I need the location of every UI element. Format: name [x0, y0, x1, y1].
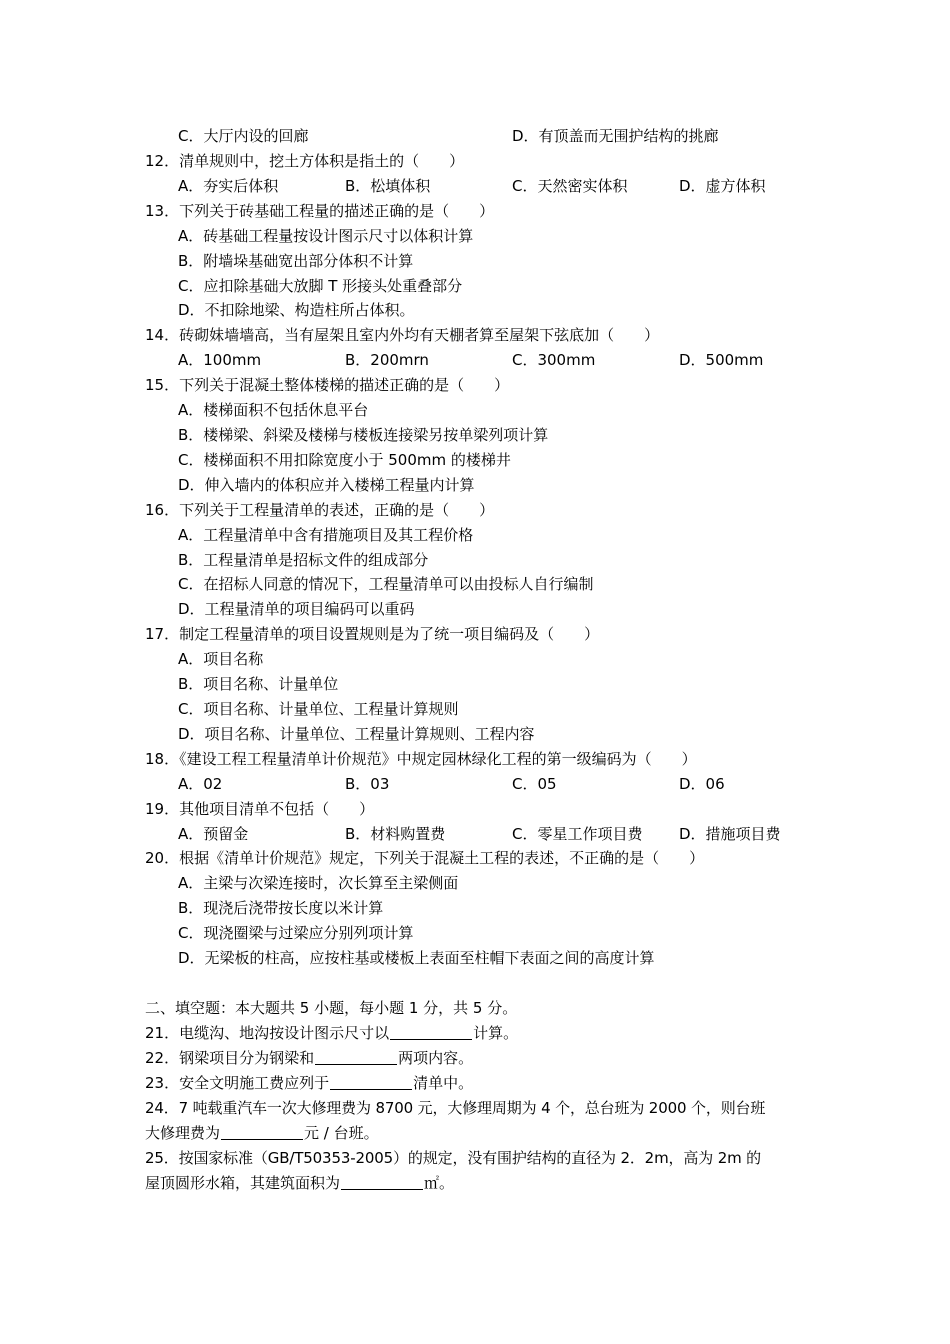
q17-stem: 17．制定工程量清单的项目设置规则是为了统一项目编码及（ ） [145, 625, 600, 643]
q13-option-a: A．砖基础工程量按设计图示尺寸以体积计算 [178, 227, 474, 245]
q20-stem: 20．根据《清单计价规范》规定，下列关于混凝土工程的表述，不正确的是（ ） [145, 849, 705, 867]
answer-blank[interactable] [315, 1048, 397, 1065]
q14-stem: 14．砖砌妹墙墙高，当有屋架且室内外均有天棚者算至屋架下弦底加（ ） [145, 326, 660, 344]
q23 [145, 1071, 473, 1095]
q15-option-a: A．楼梯面积不包括休息平台 [178, 401, 369, 419]
option-a: A．100mm [178, 351, 262, 369]
q13-stem: 13．下列关于砖基础工程量的描述正确的是（ ） [145, 202, 495, 220]
q22-post: 两项内容。 [398, 1049, 474, 1067]
q22 [145, 1046, 473, 1070]
q24 [145, 1096, 807, 1146]
q18-options [178, 772, 798, 796]
q22-pre: 22．钢梁项目分为钢梁和 [145, 1049, 315, 1067]
q13-option-b: B．附墙垛基础宽出部分体积不计算 [178, 252, 414, 270]
q24-line2 [145, 1121, 807, 1146]
q12-options [178, 174, 798, 198]
q15-option-b: B．楼梯梁、斜梁及楼梯与楼板连接梁另按单梁列项计算 [178, 426, 549, 444]
q15-option-c: C．楼梯面积不用扣除宽度小于 500mm 的楼梯井 [178, 451, 511, 469]
q15-stem: 15．下列关于混凝土整体楼梯的描述正确的是（ ） [145, 376, 510, 394]
q25-line2 [145, 1171, 807, 1196]
q16-option-d: D．工程量清单的项目编码可以重码 [178, 600, 415, 618]
q25 [145, 1146, 807, 1196]
q24-post: 元 / 台班。 [304, 1124, 379, 1142]
option-a: A．02 [178, 775, 223, 793]
q17-option-c: C．项目名称、计量单位、工程量计算规则 [178, 700, 459, 718]
option-b: B．松填体积 [345, 177, 431, 195]
q16-option-a: A．工程量清单中含有措施项目及其工程价格 [178, 526, 474, 544]
option-a: A．预留金 [178, 825, 249, 843]
q21-pre: 21．电缆沟、地沟按设计图示尺寸以 [145, 1024, 390, 1042]
q11-options [178, 124, 778, 148]
answer-blank[interactable] [221, 1123, 303, 1140]
q21-post: 计算。 [473, 1024, 519, 1042]
q13-option-d: D．不扣除地梁、构造柱所占体积。 [178, 301, 415, 319]
q17-option-b: B．项目名称、计量单位 [178, 675, 339, 693]
option-c: C．天然密实体积 [512, 177, 628, 195]
answer-blank[interactable] [330, 1073, 412, 1090]
q20-option-d: D．无梁板的柱高，应按柱基或楼板上表面至柱帽下表面之间的高度计算 [178, 949, 655, 967]
q25-pre: 屋顶圆形水箱，其建筑面积为 [145, 1174, 341, 1192]
option-d: D．措施项目费 [679, 825, 781, 843]
answer-blank[interactable] [341, 1173, 423, 1190]
q20-option-a: A．主梁与次梁连接时，次长算至主梁侧面 [178, 874, 459, 892]
option-d: D．虚方体积 [679, 177, 766, 195]
q16-stem: 16．下列关于工程量清单的表述，正确的是（ ） [145, 501, 495, 519]
option-c: C．零星工作项目费 [512, 825, 643, 843]
q16-option-c: C．在招标人同意的情况下，工程量清单可以由投标人自行编制 [178, 575, 594, 593]
q12-stem: 12．清单规则中，挖土方体积是指土的（ ） [145, 152, 465, 170]
q24-pre: 大修理费为 [145, 1124, 221, 1142]
option-b: B．材料购置费 [345, 825, 446, 843]
q15-option-d: D．伸入墙内的体积应并入楼梯工程量内计算 [178, 476, 475, 494]
option-b: B．200mrn [345, 351, 429, 369]
option-d: D．06 [679, 775, 725, 793]
option-c: C．05 [512, 775, 557, 793]
q19-stem: 19．其他项目清单不包括（ ） [145, 800, 375, 818]
q25-line1: 25．按国家标准（GB/T50353-2005）的规定，没有围护结构的直径为 2．2m，高为 2m 的 [145, 1149, 762, 1167]
q16-option-b: B．工程量清单是招标文件的组成部分 [178, 551, 429, 569]
option-a: A．夯实后体积 [178, 177, 279, 195]
option-d: D．500mm [679, 351, 764, 369]
q25-post: ㎡。 [424, 1174, 455, 1192]
q23-pre: 23．安全文明施工费应列于 [145, 1074, 330, 1092]
option-c: C．300mm [512, 351, 596, 369]
q13-option-c: C．应扣除基础大放脚 T 形接头处重叠部分 [178, 277, 463, 295]
q17-option-d: D．项目名称、计量单位、工程量计算规则、工程内容 [178, 725, 535, 743]
q24-line1: 24．7 吨载重汽车一次大修理费为 8700 元，大修理周期为 4 个，总台班为 2000 个，则台班 [145, 1099, 766, 1117]
q19-options [178, 822, 798, 846]
q18-stem: 18．《建设工程工程量清单计价规范》中规定园林绿化工程的第一级编码为（ ） [145, 750, 697, 768]
option-d: D．有顶盖而无围护结构的挑廊 [512, 127, 719, 145]
q20-option-c: C．现浇圈梁与过梁应分别列项计算 [178, 924, 414, 942]
q20-option-b: B．现浇后浇带按长度以米计算 [178, 899, 384, 917]
q23-post: 清单中。 [413, 1074, 474, 1092]
answer-blank[interactable] [390, 1023, 472, 1040]
option-c: C．大厅内设的回廊 [178, 127, 309, 145]
option-b: B．03 [345, 775, 390, 793]
q17-option-a: A．项目名称 [178, 650, 264, 668]
section-title: 二、填空题：本大题共 5 小题，每小题 1 分，共 5 分。 [145, 999, 518, 1017]
q14-options [178, 348, 798, 372]
q21 [145, 1021, 518, 1045]
